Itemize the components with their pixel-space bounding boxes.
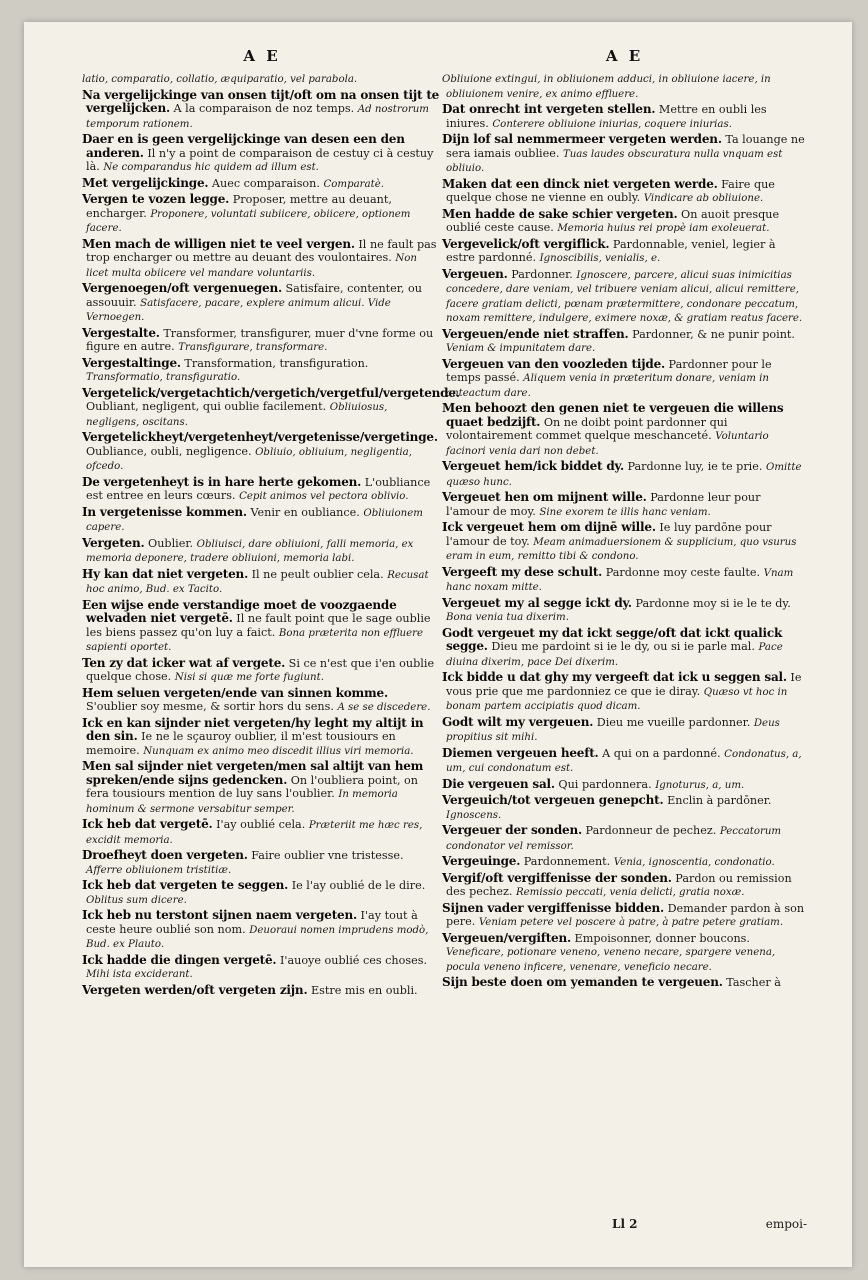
entry-french: Oubliant, negligent, qui oublie facilement. (86, 400, 330, 413)
entry-latin: Recusat hoc animo, Bud. ex Tacito. (86, 569, 429, 595)
dictionary-entry (82, 909, 442, 952)
entry-headword: Droefheyt doen vergeten. (82, 848, 248, 862)
entry-headword: Ick en kan sijnder niet vergeten/hy leght my altijt in den sin. (82, 715, 424, 743)
entry-latin: Ad nostrorum temporum rationem. (86, 104, 429, 130)
dictionary-entry (82, 357, 442, 385)
entry-latin: Transformatio, transfiguratio. (86, 372, 241, 383)
entry-headword: Vergeuen van den voozleden tijde. (442, 356, 665, 371)
entry-headword: Vergif/oft vergiffenisse der sonden. (442, 870, 672, 885)
entry-headword: Na vergelijckinge van onsen tijt/oft om na onsen tijt te vergelijcken. (82, 87, 440, 115)
entry-headword: Vergeuen. (442, 266, 508, 281)
dictionary-entry (82, 177, 442, 192)
entry-headword: Een wijse ende verstandige moet de voozgaende welvaden niet vergetē. (82, 597, 397, 625)
entry-french: Transformer, transfigurer, muer d'vne forme ou figure en autre. (86, 326, 434, 353)
entry-latin: Obliuione extingui, in obliuionem adduci, in obliuione iacere, in obliuionem venire, ex animo effluere. (442, 74, 771, 100)
entry-french: Pardonner pour le temps passé. (446, 357, 772, 384)
entry-latin: Quæso vt hoc in bonam partem accipiatis quod dicam. (446, 686, 788, 712)
entry-headword: Ick heb dat vergeten te seggen. (82, 878, 289, 892)
dictionary-entry (442, 566, 807, 595)
dictionary-entry (82, 818, 442, 847)
dictionary-entry (442, 103, 807, 131)
entry-latin: Ne comparandus hic quidem ad illum est. (103, 162, 319, 173)
entry-french: Il n'y a point de comparaison de cestuy ci à cestuy là. (86, 146, 434, 173)
dictionary-entry (442, 491, 807, 519)
dictionary-entry (442, 671, 807, 714)
entry-headword: Men hadde de sake schier vergeten. (442, 206, 678, 221)
dictionary-entry (442, 238, 807, 266)
entry-french: Pardonne moy ceste faulte. (602, 565, 764, 579)
entry-latin: Veneficare, potionare veneno, veneno necare, spargere venena, pocula veneno inficere, venenare, veneficio necare. (446, 947, 776, 973)
entry-french: Pardonne luy, ie te prie. (623, 460, 766, 473)
entry-french: Enclin à pardōner. (663, 794, 772, 807)
left-entries (82, 72, 460, 1000)
entry-headword: Vergeuer der sonden. (442, 823, 582, 837)
entry-french: Pardonne leur pour l'amour de moy. (446, 491, 761, 518)
entry-latin: Conterere obliuione iniurias, coquere iniurias. (492, 118, 732, 130)
entry-headword: Vergeten. (82, 535, 145, 550)
entry-french: Venir en oubliance. (246, 505, 364, 519)
entry-latin: Veniam petere vel poscere à patre, à patre petere gratiam. (478, 917, 784, 928)
entry-french: Transformation, transfiguration. (180, 356, 369, 370)
entry-headword: Vergeeft my dese schult. (442, 564, 603, 579)
entry-french: Pardonner. (507, 267, 577, 281)
dictionary-entry (442, 824, 807, 853)
dictionary-entry (442, 872, 807, 900)
entry-latin: A se se discedere. (337, 702, 431, 713)
dictionary-entry (82, 599, 442, 655)
entry-latin: Remissio peccati, venia delicti, gratia noxæ. (515, 887, 745, 898)
entry-latin: Tuas laudes obscuratura nulla vnquam est obliuio. (446, 148, 783, 174)
entry-french: Tascher à (722, 976, 781, 989)
entry-french: Oublier. (144, 536, 197, 550)
dictionary-entry (442, 976, 807, 991)
entry-french: Pardon ou remission des pechez. (446, 871, 792, 898)
entry-headword: Ick heb nu terstont sijnen naem vergeten. (82, 908, 357, 922)
entry-latin: Deuoraui nomen imprudens modò, Bud. ex Plauto. (86, 924, 429, 950)
entry-french: Qui pardonnera. (554, 777, 656, 791)
entry-latin: Voluntario facinori venia dari non debet. (446, 431, 769, 457)
entry-headword: Godt vergeuet my dat ickt segge/oft dat ickt qualick segge. (442, 625, 783, 653)
entry-headword: Met vergelijckinge. (82, 175, 209, 190)
entry-french: Auec comparaison. (208, 176, 324, 190)
dictionary-entry (82, 849, 442, 877)
dictionary-entry (442, 72, 807, 101)
entry-french: L'oubliance est entree en leurs cœurs. (86, 475, 431, 502)
entry-headword: Daer en is geen vergelijckinge van desen een den anderen. (82, 132, 405, 160)
book-page (24, 22, 852, 1267)
entry-latin: Vindicare ab obliuione. (643, 193, 764, 204)
entry-headword: Vergestaltinge. (82, 355, 181, 370)
entry-latin: Transfigurare, transformare. (178, 342, 328, 353)
dictionary-entry (82, 89, 442, 132)
entry-latin: Oblitus sum dicere. (86, 894, 187, 906)
entry-latin: Nunquam ex animo meo discedit illius viri memoria. (143, 745, 414, 757)
dictionary-entry (442, 178, 807, 206)
entry-french: On l'oubliera point, on fera tousiours mention de luy sans l'oublier. (86, 773, 418, 800)
entry-latin: Meam animaduersionem & supplicium, quo vsurus eram in eum, remitto tibi & condono. (446, 536, 797, 562)
entry-headword: Ick heb dat vergetē. (82, 817, 213, 831)
entry-headword: Diemen vergeuen heeft. (442, 745, 599, 760)
entry-latin: Mihi ista exciderant. (86, 969, 193, 980)
entry-latin: Sine exorem te illis hanc veniam. (539, 506, 711, 518)
entry-french: On ne doibt point pardonner qui volontairement commet quelque meschanceté. (446, 415, 728, 442)
entry-latin: Præteriit me hæc res, excidit memoria. (86, 820, 423, 846)
dictionary-entry (442, 932, 807, 975)
entry-latin: latio, comparatio, collatio, æquiparatio, vel parabola. (82, 74, 358, 85)
entry-latin: Memoria huius rei propè iam exoleuerat. (557, 223, 770, 234)
entry-latin: Deus propitius sit mihi. (446, 717, 780, 743)
entry-french: A la comparaison de noz temps. (169, 102, 358, 115)
dictionary-entry (82, 385, 460, 430)
dictionary-entry (442, 402, 807, 458)
entry-headword: Hy kan dat niet vergeten. (82, 566, 249, 581)
entry-french: Pardonner, & ne punir point. (628, 327, 795, 341)
dictionary-entry (82, 687, 442, 715)
entry-latin: Aliquem venia in præteritum donare, veniam in anteactum dare. (446, 373, 769, 399)
dictionary-entry (82, 238, 442, 281)
dictionary-entry (82, 537, 442, 566)
dictionary-entry (82, 476, 442, 504)
entry-latin: Ignoscibilis, venialis, e. (539, 253, 661, 264)
entry-latin: Obliuiosus, negligens, oscitans. (86, 402, 388, 428)
dictionary-entry (82, 193, 442, 236)
entry-headword: De vergetenheyt is in hare herte gekomen. (82, 474, 362, 489)
entry-headword: Ick vergeuet hem om dijnē wille. (442, 520, 656, 534)
dictionary-entry (442, 747, 807, 776)
entry-french: Ie ne le sçauroy oublier, il m'est tousiours en memoire. (86, 730, 396, 757)
signature-mark: Ll 2 (612, 1217, 638, 1231)
dictionary-entry (82, 760, 442, 816)
dictionary-entry (442, 597, 807, 625)
entry-headword: Vergeuinge. (442, 854, 521, 868)
entry-headword: Men mach de willigen niet te veel vergen. (82, 236, 355, 251)
entry-latin: In memoria hominum & sermone versabitur semper. (86, 789, 398, 815)
entry-headword: In vergetenisse kommen. (82, 504, 247, 519)
entry-french: Dieu me vueille pardonner. (593, 715, 754, 729)
entry-latin: Obliuisci, dare obliuioni, falli memoria, ex memoria deponere, tradere obliuioni, memoria labi. (86, 538, 414, 564)
entry-french: On auoit presque oublié ceste cause. (446, 207, 780, 234)
dictionary-entry (442, 268, 807, 326)
entry-headword: Die vergeuen sal. (442, 776, 555, 791)
entry-latin: Comparatè. (323, 178, 384, 190)
entry-latin: Peccatorum condonator vel remissor. (446, 826, 782, 852)
dictionary-entry (442, 133, 807, 176)
right-entries (442, 72, 807, 993)
entry-latin: Condonatus, a, um, cui condonatum est. (446, 748, 802, 774)
entry-french: Faire oublier vne tristesse. (247, 849, 404, 862)
entry-french: Satisfaire, contenter, ou assouuir. (86, 282, 422, 309)
entry-headword: Vergenoegen/oft vergenuegen. (82, 281, 282, 295)
entry-headword: Godt wilt my vergeuen. (442, 714, 594, 729)
entry-french: Oubliance, oubli, negligence. (86, 444, 256, 458)
entry-french: Estre mis en oubli. (307, 983, 418, 997)
entry-french: Ie l'ay oublié de le dire. (288, 879, 426, 892)
entry-latin: Satisfacere, pacare, explere animum alicui. Vide Vernoegen. (86, 297, 391, 323)
dictionary-entry (82, 431, 442, 474)
catchword: empoi- (765, 1217, 807, 1231)
dictionary-entry (82, 327, 442, 355)
entry-french: A qui on a pardonné. (598, 746, 725, 760)
entry-french: Il ne fault point que le sage oublie les biens passez qu'on luy a faict. (86, 612, 431, 639)
dictionary-entry (82, 879, 442, 907)
entry-latin: Afferre obliuionem tristitiæ. (86, 864, 232, 876)
dictionary-entry (82, 282, 442, 325)
entry-headword: Ten zy dat icker wat af vergete. (82, 655, 286, 670)
entry-french: Pardonneur de pechez. (582, 824, 720, 837)
entry-latin: Ignoscens. (446, 809, 502, 821)
entry-headword: Men behoozt den genen niet te vergeuen die willens quaet bedzijft. (442, 401, 784, 429)
dictionary-entry (442, 358, 807, 401)
entry-french: I'auoye oublié ces choses. (276, 953, 428, 967)
entry-french: Si ce n'est que i'en oublie quelque chose. (86, 656, 435, 683)
entry-latin: Omitte quæso hunc. (446, 462, 802, 488)
entry-french: Demander pardon à son pere. (446, 901, 805, 928)
entry-latin: Cepit animos vel pectora oblivio. (239, 491, 409, 502)
dictionary-entry (82, 568, 442, 597)
entry-french: I'ay tout à ceste heure oublié son nom. (86, 909, 418, 936)
entry-headword: Sijn beste doen om yemanden te vergeuen. (442, 975, 723, 989)
dictionary-entry (442, 208, 807, 236)
dictionary-entry (442, 627, 807, 670)
entry-latin: Obliuionem capere. (86, 507, 423, 533)
entry-french: Il ne fault pas trop encharger ou mettre au deuant des voulontaires. (86, 237, 437, 264)
entry-latin: Proponere, voluntati subiicere, obiicere, optionem facere. (86, 208, 411, 234)
entry-french: Pardonnable, veniel, legier à estre pardonné. (446, 237, 776, 264)
entry-headword: Vergen te vozen legge. (82, 192, 230, 206)
entry-headword: Vergetelick/vergetachtich/vergetich/vergetful/vergetende. (82, 385, 460, 400)
entry-headword: Dat onrecht int vergeten stellen. (442, 102, 656, 116)
entry-headword: Vergetelickheyt/vergetenheyt/vergetenisse/vergetinge. (82, 430, 438, 444)
entry-latin: Veniam & impunitatem dare. (446, 343, 596, 354)
dictionary-entry (82, 657, 442, 685)
entry-french: S'oublier soy mesme, & sortir hors du sens. (86, 700, 338, 713)
entry-french: Pardonnement. (520, 855, 614, 868)
entry-headword: Dijn lof sal nemmermeer vergeten werden. (442, 132, 722, 146)
entry-french: Il ne peult oublier cela. (248, 567, 388, 581)
entry-french: I'ay oublié cela. (212, 818, 309, 831)
entry-latin: Bona venia tua dixerim. (446, 612, 569, 623)
entry-headword: Vergeuet hen om mijnent wille. (442, 490, 647, 504)
entry-headword: Vergeuich/tot vergeuen genepcht. (442, 793, 664, 807)
entry-headword: Ick hadde die dingen vergetē. (82, 952, 277, 967)
dictionary-entry (82, 984, 442, 999)
dictionary-entry (82, 954, 442, 982)
entry-headword: Men sal sijnder niet vergeten/men sal altijt van hem spreken/ende sijns gedencken. (82, 759, 424, 787)
entry-french: Ie luy pardōne pour l'amour de toy. (446, 521, 772, 548)
entry-french: Mettre en oubli les iniures. (446, 103, 767, 130)
entry-french: Pardonne moy si ie le te dy. (631, 596, 791, 610)
entry-latin: Nisi si quæ me forte fugiunt. (174, 672, 324, 683)
entry-headword: Vergeten werden/oft vergeten zijn. (82, 982, 308, 997)
running-header-left: A E (243, 47, 281, 65)
entry-latin: Ignoscere, parcere, alicui suas inimicitias concedere, dare veniam, vel tribuere veniam alicui, alicui remittere, facere gratiam delicti, pœnam prætermittere, condonare peccatum, noxam remittere, indulgere, eximere noxæ, & gratiam reatus facere. (446, 269, 803, 324)
dictionary-entry (82, 72, 442, 87)
entry-french: Empoisonner, donner boucons. (570, 931, 750, 945)
dictionary-entry (82, 506, 442, 535)
dictionary-entry (442, 521, 807, 564)
entry-french: Dieu me pardoint si ie le dy, ou si ie parle mal. (487, 640, 759, 653)
dictionary-entry (442, 328, 807, 356)
entry-headword: Vergevelick/oft vergiflick. (442, 236, 610, 251)
entry-headword: Vergeuen/vergiften. (442, 930, 571, 945)
entry-headword: Sijnen vader vergiffenisse bidden. (442, 900, 665, 915)
entry-latin: Vnam hanc noxam mitte. (446, 567, 794, 593)
entry-headword: Vergeuen/ende niet straffen. (442, 326, 629, 341)
entry-french: Ie vous prie que me pardonniez ce que ie diray. (446, 671, 802, 698)
entry-headword: Vergeuet hem/ick biddet dy. (442, 459, 624, 473)
dictionary-entry (442, 855, 807, 870)
dictionary-entry (442, 778, 807, 793)
entry-french: Ta louange ne sera iamais oubliee. (446, 133, 805, 160)
dictionary-entry (442, 902, 807, 930)
entry-headword: Vergeuet my al segge ickt dy. (442, 595, 632, 610)
entry-headword: Hem seluen vergeten/ende van sinnen komme. (82, 685, 388, 700)
entry-latin: Venia, ignoscentia, condonatio. (613, 857, 775, 868)
dictionary-entry (442, 716, 807, 745)
dictionary-entry (442, 794, 807, 822)
dictionary-entry (82, 133, 442, 175)
entry-headword: Vergestalte. (82, 325, 160, 340)
entry-latin: Ignoturus, a, um. (655, 779, 745, 791)
dictionary-entry (442, 460, 807, 489)
entry-french: Faire que quelque chose ne vienne en oubly. (446, 177, 775, 204)
entry-latin: Pace diuina dixerim, pace Dei dixerim. (446, 642, 783, 668)
entry-latin: Obliuio, obliuium, negligentia, ofcedo. (86, 446, 412, 472)
entry-headword: Maken dat een dinck niet vergeten werde. (442, 176, 718, 191)
entry-french: Proposer, mettre au deuant, encharger. (86, 193, 392, 220)
entry-latin: Bona præterita non effluere sapienti oportet. (86, 627, 424, 653)
running-header-right: A E (605, 47, 644, 65)
entry-latin: Non licet multa obiicere vel mandare voluntariis. (86, 253, 417, 279)
dictionary-entry (82, 717, 442, 759)
entry-headword: Ick bidde u dat ghy my vergeeft dat ick u seggen sal. (442, 670, 787, 684)
